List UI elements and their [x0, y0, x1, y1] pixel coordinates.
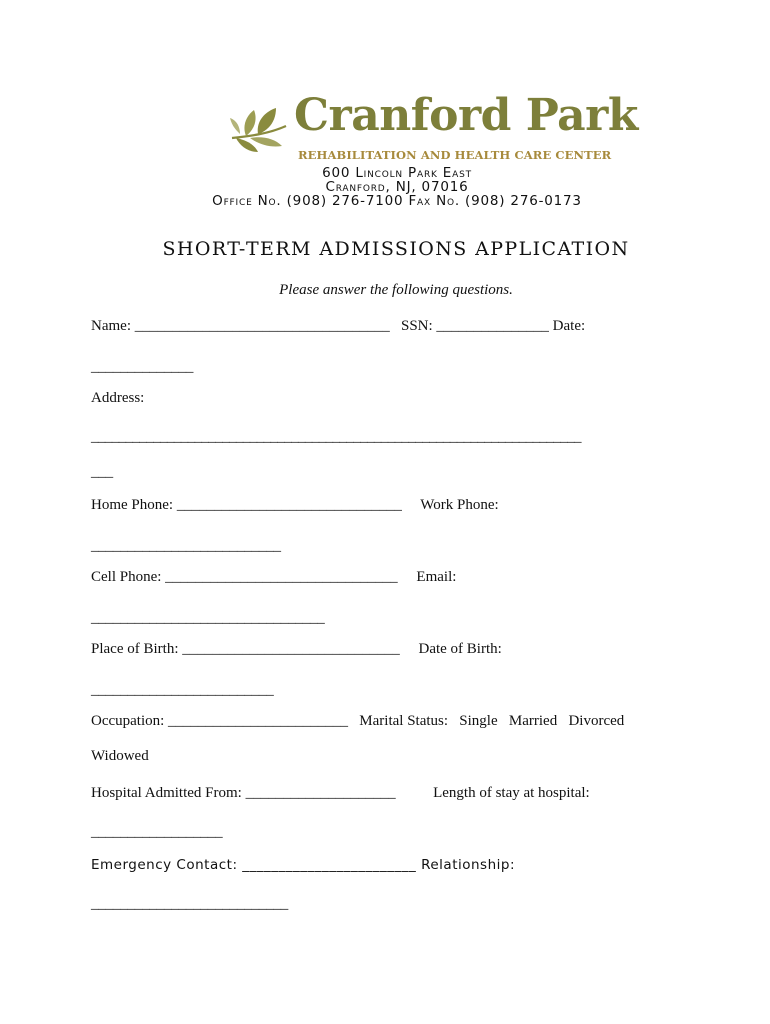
occupation-marital-line[interactable]: Occupation: ________________________ Marital Status: Single Married Divorced: [91, 713, 625, 729]
address-city: Cranford, NJ, 07016: [325, 179, 469, 195]
date-field-blank[interactable]: ______________: [91, 359, 194, 375]
form-title: SHORT-TERM ADMISSIONS APPLICATION: [162, 238, 630, 260]
brand-subtitle: REHABILITATION AND HEALTH CARE CENTER: [298, 148, 612, 162]
brand-name: Cranford Park: [294, 90, 638, 141]
address-street: 600 Lincoln Park East: [322, 165, 472, 181]
place-date-of-birth-line[interactable]: Place of Birth: _____________________________ Date of Birth:: [91, 641, 502, 657]
email-field-blank[interactable]: ________________________________: [91, 610, 325, 626]
date-of-birth-field-blank[interactable]: _________________________: [91, 682, 274, 698]
cranford-park-logo: [228, 90, 638, 166]
home-work-phone-line[interactable]: Home Phone: ______________________________ Work Phone:: [91, 497, 499, 513]
work-phone-field-blank[interactable]: __________________________: [91, 538, 281, 554]
leaf-branch-icon: [228, 104, 290, 156]
marital-option-widowed[interactable]: Widowed: [91, 748, 149, 764]
hospital-admitted-line[interactable]: Hospital Admitted From: ____________________ Length of stay at hospital:: [91, 785, 590, 801]
address-field-blank[interactable]: _______________________________________________________________________: [91, 429, 581, 445]
relationship-field-blank[interactable]: ___________________________: [91, 896, 289, 912]
emergency-contact-line[interactable]: Emergency Contact: ________________________ Relationship:: [91, 857, 516, 873]
address-label: Address:: [91, 390, 145, 406]
address-field-continuation[interactable]: ___: [91, 464, 113, 480]
form-instructions: Please answer the following questions.: [279, 282, 513, 298]
cell-email-line[interactable]: Cell Phone: _______________________________ Email:: [91, 569, 457, 585]
name-ssn-date-line[interactable]: Name: __________________________________ SSN: _______________ Date:: [91, 318, 586, 334]
length-of-stay-field-blank[interactable]: __________________: [91, 824, 223, 840]
address-phones: Office No. (908) 276-7100 Fax No. (908) 276-0173: [212, 193, 582, 209]
